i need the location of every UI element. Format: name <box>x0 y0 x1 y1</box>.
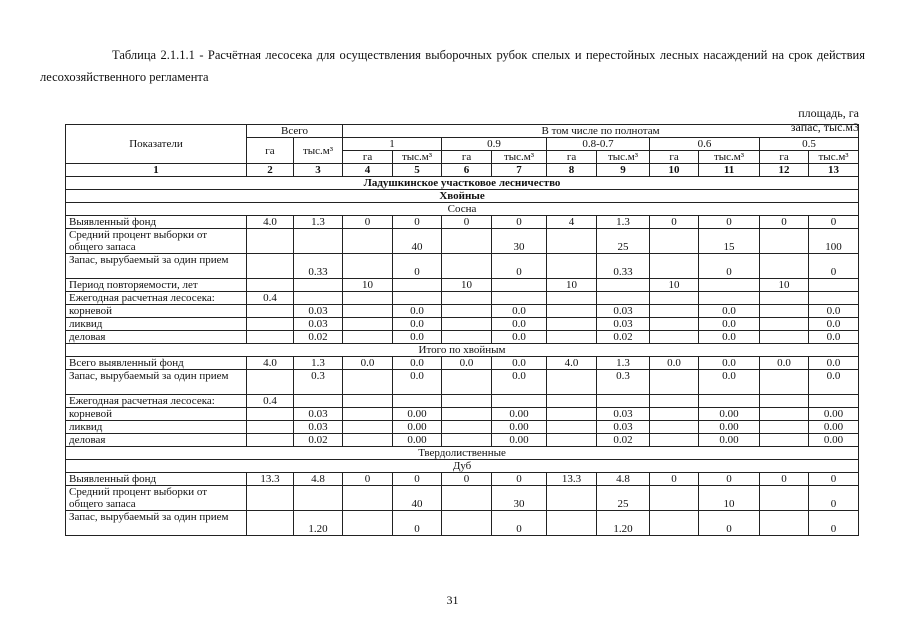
table-cell <box>343 421 393 434</box>
table-cell <box>547 305 597 318</box>
column-number: 6 <box>442 164 492 177</box>
table-cell: 40 <box>393 486 442 511</box>
table-cell: 0.0 <box>393 305 442 318</box>
table-cell <box>492 279 547 292</box>
table-cell: 0 <box>343 216 393 229</box>
header-including: В том числе по полнотам <box>343 125 859 138</box>
table-cell: 0.03 <box>294 305 343 318</box>
table-row <box>66 305 859 318</box>
table-cell: 0 <box>699 511 760 536</box>
table-cell: 0.03 <box>597 318 650 331</box>
table-cell: 10 <box>650 279 699 292</box>
table-cell: 0.02 <box>597 331 650 344</box>
table-cell <box>760 434 809 447</box>
table-cell <box>442 292 492 305</box>
table-cell <box>650 408 699 421</box>
table-cell: 0 <box>699 254 760 279</box>
table-cell <box>247 511 294 536</box>
table-cell <box>492 292 547 305</box>
table-cell: 0.0 <box>492 370 547 395</box>
column-number: 1 <box>66 164 247 177</box>
table-cell <box>650 395 699 408</box>
table-row <box>66 473 859 486</box>
section-title: Хвойные <box>66 190 859 203</box>
table-cell: 0 <box>393 216 442 229</box>
table-cell: 0 <box>760 216 809 229</box>
section-title-row <box>66 460 859 473</box>
table-cell: 0.03 <box>597 305 650 318</box>
table-cell <box>247 370 294 395</box>
header-indicators: Показатели <box>66 125 247 164</box>
table-cell: 0.00 <box>393 408 442 421</box>
table-cell <box>650 434 699 447</box>
table-cell <box>760 318 809 331</box>
table-cell <box>650 292 699 305</box>
table-row <box>66 421 859 434</box>
section-title: Ладушкинское участковое лесничество <box>66 177 859 190</box>
table-cell <box>442 318 492 331</box>
table-row <box>66 331 859 344</box>
table-cell: 0 <box>393 511 442 536</box>
table-caption: Таблица 2.1.1.1 - Расчётная лесосека для осуществления выборочных рубок спелых и перестойных лесных насаждений на срок действия лесохозяйственного регламента <box>40 48 865 84</box>
table-cell <box>442 370 492 395</box>
table-cell: 0.33 <box>597 254 650 279</box>
table-cell: 0.0 <box>809 370 859 395</box>
table-row <box>66 395 859 408</box>
row-label: Выявленный фонд <box>66 216 247 229</box>
table-cell: 0.0 <box>650 357 699 370</box>
row-label: корневой <box>66 305 247 318</box>
table-cell <box>760 421 809 434</box>
header-total-ha: га <box>247 138 294 164</box>
table-row <box>66 370 859 395</box>
column-number: 7 <box>492 164 547 177</box>
table-cell: 15 <box>699 229 760 254</box>
table-cell <box>809 279 859 292</box>
table-cell <box>699 279 760 292</box>
table-cell: 0.02 <box>597 434 650 447</box>
table-cell: 0.00 <box>492 408 547 421</box>
header-unit-ha: га <box>442 151 492 164</box>
table-cell: 0 <box>492 473 547 486</box>
header-unit-volume: тыс.м³ <box>492 151 547 164</box>
table-cell: 0.00 <box>699 421 760 434</box>
table-cell: 13.3 <box>247 473 294 486</box>
table-cell: 0.02 <box>294 331 343 344</box>
table-cell <box>547 318 597 331</box>
table-cell: 0.0 <box>809 305 859 318</box>
section-title-row <box>66 190 859 203</box>
table-cell: 0.00 <box>492 434 547 447</box>
table-cell <box>343 331 393 344</box>
table-cell: 4.8 <box>597 473 650 486</box>
table-cell <box>597 279 650 292</box>
table-cell <box>247 305 294 318</box>
table-cell: 0.0 <box>809 318 859 331</box>
column-number: 8 <box>547 164 597 177</box>
table-cell <box>547 292 597 305</box>
table-row <box>66 216 859 229</box>
table-cell <box>650 486 699 511</box>
table-cell <box>650 305 699 318</box>
row-label: ликвид <box>66 318 247 331</box>
table-cell: 40 <box>393 229 442 254</box>
table-cell <box>343 292 393 305</box>
table-cell <box>650 511 699 536</box>
table-cell: 1.3 <box>294 216 343 229</box>
table-cell: 0 <box>760 473 809 486</box>
table-cell: 1.20 <box>597 511 650 536</box>
table-row <box>66 254 859 279</box>
table-cell: 0.03 <box>294 318 343 331</box>
table-cell <box>294 229 343 254</box>
table-cell <box>597 395 650 408</box>
header-density: 1 <box>343 138 442 151</box>
row-label: Выявленный фонд <box>66 473 247 486</box>
table-cell <box>393 292 442 305</box>
table-cell: 0 <box>393 254 442 279</box>
table-cell <box>442 331 492 344</box>
table-cell <box>760 370 809 395</box>
table-cell <box>247 318 294 331</box>
table-cell: 10 <box>343 279 393 292</box>
table-cell <box>247 486 294 511</box>
table-cell <box>294 292 343 305</box>
table-cell <box>294 486 343 511</box>
table-cell: 13.3 <box>547 473 597 486</box>
table-cell: 25 <box>597 229 650 254</box>
table-cell <box>547 370 597 395</box>
table-cell <box>442 229 492 254</box>
table-cell: 4.0 <box>547 357 597 370</box>
row-label: Средний процент выборки от общего запаса <box>66 229 247 254</box>
table-cell: 0 <box>699 473 760 486</box>
table-cell: 0.0 <box>699 305 760 318</box>
table-cell <box>442 434 492 447</box>
table-cell: 0.00 <box>809 421 859 434</box>
table-cell: 0.00 <box>492 421 547 434</box>
table-cell: 0.0 <box>699 370 760 395</box>
table-cell: 0.0 <box>492 331 547 344</box>
table-cell <box>760 486 809 511</box>
table-cell: 0.0 <box>699 357 760 370</box>
table-cell: 0.4 <box>247 395 294 408</box>
header-unit-ha: га <box>650 151 699 164</box>
table-cell: 30 <box>492 486 547 511</box>
table-cell: 4.0 <box>247 216 294 229</box>
table-cell: 0.03 <box>597 421 650 434</box>
table-cell <box>547 331 597 344</box>
table-cell: 0.3 <box>597 370 650 395</box>
table-cell <box>547 395 597 408</box>
row-label: Период повторяемости, лет <box>66 279 247 292</box>
table-cell: 4.8 <box>294 473 343 486</box>
table-cell: 0 <box>809 254 859 279</box>
section-title: Дуб <box>66 460 859 473</box>
header-unit-ha: га <box>343 151 393 164</box>
table-cell: 0 <box>699 216 760 229</box>
column-number: 2 <box>247 164 294 177</box>
table-body <box>66 177 859 536</box>
column-number: 9 <box>597 164 650 177</box>
header-unit-ha: га <box>547 151 597 164</box>
table-cell: 0 <box>809 511 859 536</box>
table-row <box>66 318 859 331</box>
table-cell: 0.3 <box>294 370 343 395</box>
table-cell <box>442 408 492 421</box>
table-cell <box>547 408 597 421</box>
table-cell: 0.0 <box>393 318 442 331</box>
table-cell: 0.00 <box>809 434 859 447</box>
table-cell <box>760 331 809 344</box>
table-row <box>66 229 859 254</box>
table-cell <box>442 511 492 536</box>
table-cell: 0.0 <box>809 357 859 370</box>
table-cell: 1.3 <box>597 357 650 370</box>
table-cell <box>343 305 393 318</box>
table-cell: 0.0 <box>492 318 547 331</box>
table-cell <box>650 331 699 344</box>
table-cell <box>809 292 859 305</box>
table-cell <box>442 305 492 318</box>
table-row <box>66 279 859 292</box>
table-cell: 0 <box>492 216 547 229</box>
table-cell: 1.20 <box>294 511 343 536</box>
column-number: 4 <box>343 164 393 177</box>
row-label: Всего выявленный фонд <box>66 357 247 370</box>
table-cell <box>547 434 597 447</box>
table-cell: 1.3 <box>597 216 650 229</box>
table-cell <box>343 486 393 511</box>
table-cell: 0 <box>809 473 859 486</box>
column-number: 12 <box>760 164 809 177</box>
table-cell <box>247 434 294 447</box>
table-cell <box>294 279 343 292</box>
column-number: 3 <box>294 164 343 177</box>
table-cell <box>760 229 809 254</box>
table-cell <box>760 408 809 421</box>
table-cell <box>343 511 393 536</box>
table-cell <box>650 254 699 279</box>
table-cell <box>760 305 809 318</box>
table-row <box>66 511 859 536</box>
section-title: Твердолиственные <box>66 447 859 460</box>
table-cell: 0.0 <box>492 305 547 318</box>
table-cell: 0.0 <box>393 357 442 370</box>
table-cell: 0.0 <box>699 331 760 344</box>
row-label: деловая <box>66 331 247 344</box>
header-density: 0.6 <box>650 138 760 151</box>
row-label: Запас, вырубаемый за один прием <box>66 511 247 536</box>
table-header <box>66 125 859 177</box>
table-cell: 0.00 <box>699 408 760 421</box>
table-cell <box>343 434 393 447</box>
table-cell: 4 <box>547 216 597 229</box>
table-cell: 0 <box>442 216 492 229</box>
table-cell <box>247 408 294 421</box>
units-volume: запас, тыс.м3 <box>790 120 859 134</box>
table-cell <box>343 395 393 408</box>
table-cell <box>547 229 597 254</box>
column-number: 13 <box>809 164 859 177</box>
table-cell <box>247 331 294 344</box>
table-cell: 0.02 <box>294 434 343 447</box>
table-cell <box>547 254 597 279</box>
table-cell: 0 <box>809 486 859 511</box>
table-cell: 0.0 <box>492 357 547 370</box>
header-density: 0.8-0.7 <box>547 138 650 151</box>
table-cell: 1.3 <box>294 357 343 370</box>
cutting-area-table <box>65 124 859 536</box>
table-cell: 0.0 <box>760 357 809 370</box>
table-cell: 0 <box>393 473 442 486</box>
header-unit-volume: тыс.м³ <box>699 151 760 164</box>
row-label: корневой <box>66 408 247 421</box>
table-cell: 0.0 <box>442 357 492 370</box>
table-cell <box>247 421 294 434</box>
header-unit-volume: тыс.м³ <box>597 151 650 164</box>
row-label: Ежегодная расчетная лесосека: <box>66 395 247 408</box>
table-cell: 0.03 <box>597 408 650 421</box>
row-label: ликвид <box>66 421 247 434</box>
header-unit-volume: тыс.м³ <box>809 151 859 164</box>
table-row <box>66 408 859 421</box>
table-cell <box>247 279 294 292</box>
table-cell <box>547 486 597 511</box>
table-cell <box>760 292 809 305</box>
table-cell <box>442 254 492 279</box>
table-cell: 25 <box>597 486 650 511</box>
table-cell <box>343 370 393 395</box>
table-cell <box>247 254 294 279</box>
table-cell <box>699 292 760 305</box>
table-cell: 10 <box>699 486 760 511</box>
table-cell <box>650 370 699 395</box>
table-cell <box>247 229 294 254</box>
table-cell: 0.00 <box>809 408 859 421</box>
table-cell: 0.0 <box>343 357 393 370</box>
table-cell <box>597 292 650 305</box>
table-cell <box>393 395 442 408</box>
table-cell: 0 <box>343 473 393 486</box>
row-label: Средний процент выборки от общего запаса <box>66 486 247 511</box>
table-cell <box>442 395 492 408</box>
table-cell <box>760 254 809 279</box>
table-cell: 0.03 <box>294 408 343 421</box>
table-cell: 0.00 <box>699 434 760 447</box>
row-label: Ежегодная расчетная лесосека: <box>66 292 247 305</box>
column-number: 5 <box>393 164 442 177</box>
table-cell <box>343 408 393 421</box>
header-total: Всего <box>247 125 343 138</box>
table-cell: 0 <box>492 511 547 536</box>
table-cell: 0 <box>809 216 859 229</box>
header-density: 0.5 <box>760 138 859 151</box>
table-cell <box>442 486 492 511</box>
units-area: площадь, га <box>798 106 859 120</box>
table-cell: 0.03 <box>294 421 343 434</box>
table-row <box>66 434 859 447</box>
table-cell: 0.00 <box>393 434 442 447</box>
row-label: деловая <box>66 434 247 447</box>
table-cell: 10 <box>442 279 492 292</box>
table-cell: 100 <box>809 229 859 254</box>
table-cell: 30 <box>492 229 547 254</box>
table-cell: 0 <box>650 473 699 486</box>
table-cell: 0.4 <box>247 292 294 305</box>
section-title: Итого по хвойным <box>66 344 859 357</box>
table-cell <box>294 395 343 408</box>
table-cell: 10 <box>547 279 597 292</box>
table-cell: 0.0 <box>393 370 442 395</box>
header-column-numbers <box>66 164 859 177</box>
table-cell: 0.0 <box>699 318 760 331</box>
table-cell <box>547 421 597 434</box>
table-cell: 0.00 <box>393 421 442 434</box>
table-cell: 0.0 <box>809 331 859 344</box>
table-cell <box>442 421 492 434</box>
table-cell: 0.0 <box>393 331 442 344</box>
table-cell: 0.33 <box>294 254 343 279</box>
table-cell <box>650 421 699 434</box>
table-cell <box>343 318 393 331</box>
section-title-row <box>66 344 859 357</box>
table-cell <box>547 511 597 536</box>
header-total-volume: тыс.м³ <box>294 138 343 164</box>
table-cell <box>760 395 809 408</box>
table-cell <box>809 395 859 408</box>
page-number: 31 <box>446 593 459 607</box>
table-cell <box>650 318 699 331</box>
row-label: Запас, вырубаемый за один прием <box>66 254 247 279</box>
table-cell: 10 <box>760 279 809 292</box>
table-cell <box>650 229 699 254</box>
table-cell: 4.0 <box>247 357 294 370</box>
header-unit-volume: тыс.м³ <box>393 151 442 164</box>
column-number: 10 <box>650 164 699 177</box>
table-cell <box>393 279 442 292</box>
table-cell: 0 <box>442 473 492 486</box>
table-cell <box>343 229 393 254</box>
section-title-row <box>66 447 859 460</box>
table-row <box>66 486 859 511</box>
header-density: 0.9 <box>442 138 547 151</box>
table-row <box>66 292 859 305</box>
table-row <box>66 357 859 370</box>
section-title-row <box>66 203 859 216</box>
table-cell <box>699 395 760 408</box>
table-cell: 0 <box>492 254 547 279</box>
table-cell <box>343 254 393 279</box>
table-cell <box>760 511 809 536</box>
section-title-row <box>66 177 859 190</box>
header-unit-ha: га <box>760 151 809 164</box>
row-label: Запас, вырубаемый за один прием <box>66 370 247 395</box>
column-number: 11 <box>699 164 760 177</box>
table-cell: 0 <box>650 216 699 229</box>
table-cell <box>492 395 547 408</box>
section-title: Сосна <box>66 203 859 216</box>
